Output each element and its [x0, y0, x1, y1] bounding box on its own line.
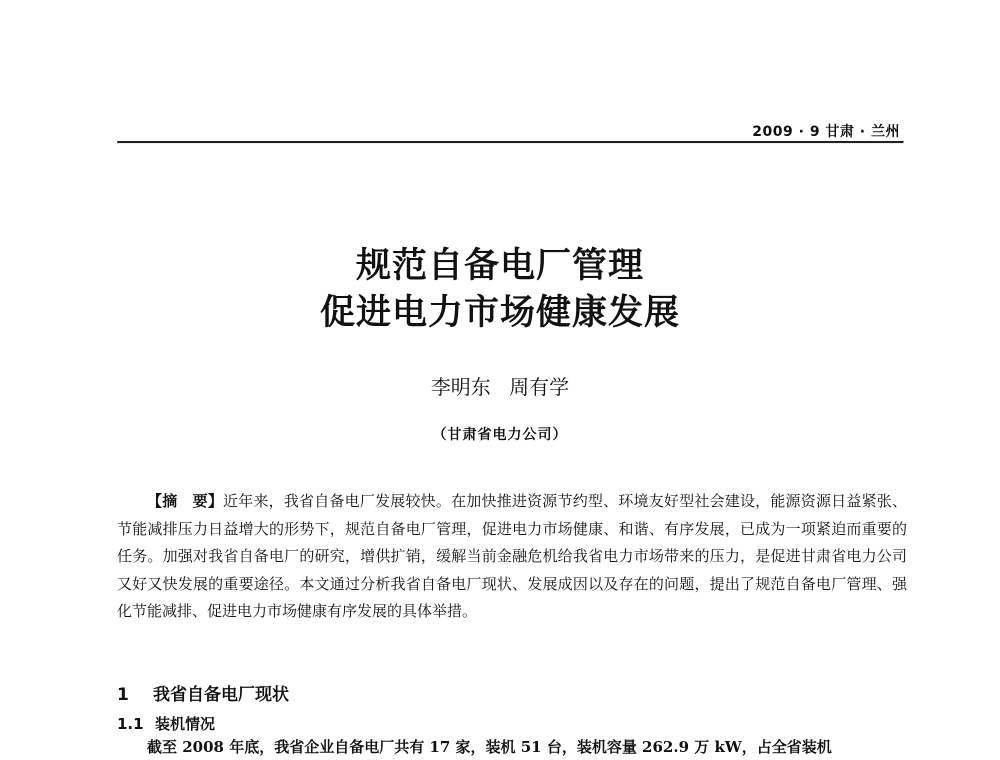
- body-paragraph: 截至 2008 年底，我省企业自备电厂共有 17 家，装机 51 台，装机容量 262.9 万 kW，占全省装机: [147, 738, 832, 756]
- abstract: [117, 488, 907, 626]
- affiliation: （甘肃省电力公司）: [432, 427, 568, 443]
- subsection-number: 1.1: [117, 715, 144, 733]
- abstract-text: 近年来，我省自备电厂发展较快。在加快推进资源节约型、环境友好型社会建设，能源资源日益紧张、节能减排压力日益增大的形势下，规范自备电厂管理，促进电力市场健康、和谐、有序发展，已成为一项紧迫而重要的任务。加强对我省自备电厂的研究，增供扩销，缓解当前金融危机给我省电力市场带来的压力，是促进甘肃省电力公司又好又快发展的重要途径。本文通过分析我省自备电厂现状、发展成因以及存在的问题，提出了规范自备电厂管理、强化节能减排、促进电力市场健康有序发展的具体举措。: [117, 492, 907, 620]
- subsection-heading: [117, 713, 215, 734]
- journal-meta: 2009 · 9 甘肃 · 兰州: [752, 124, 900, 140]
- article-title-line-2: 促进电力市场健康发展: [319, 292, 680, 333]
- section-number: 1: [117, 685, 129, 705]
- authors: 李明东 周有学: [430, 375, 570, 399]
- subsection-title: 装机情况: [155, 715, 216, 733]
- article-title-line-1: 规范自备电厂管理: [355, 245, 644, 286]
- section-title: 我省自备电厂现状: [153, 685, 289, 705]
- abstract-label: 【摘 要】: [147, 492, 224, 510]
- header-rule: [117, 141, 904, 144]
- section-heading: [117, 680, 289, 705]
